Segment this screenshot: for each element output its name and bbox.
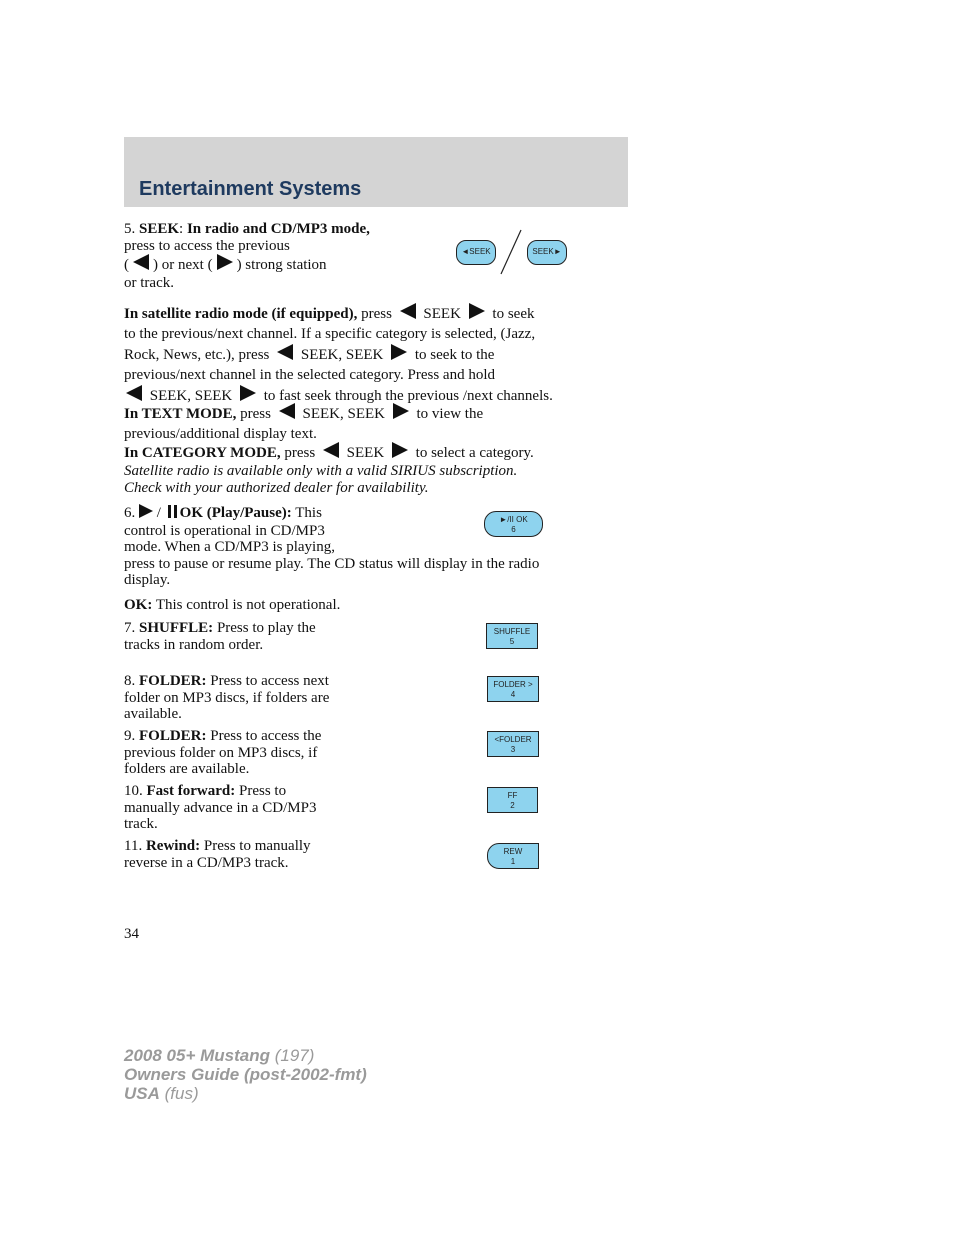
fast-forward-description: 10. Fast forward: Press to manually advance in a CD/MP3 track. — [124, 783, 317, 832]
seek-left-arrow-icon — [279, 403, 295, 419]
rewind-description: 11. Rewind: Press to manually reverse in a CD/MP3 track. — [124, 838, 311, 871]
seek-right-arrow-icon — [392, 442, 408, 458]
seek-left-arrow-icon — [400, 303, 416, 319]
seek-right-arrow-icon — [469, 303, 485, 319]
folder-next-button: FOLDER > 4 — [487, 676, 539, 702]
fast-forward-button: FF 2 — [487, 787, 538, 813]
satellite-mode-paragraph: In satellite radio mode (if equipped), press SEEK to seek to the previous/next channel. If a specific category is selected, (Jazz, Rock, News, etc.), press SEEK, SEEK to seek to the previous/next channel in the selected category. Press and hold SEEK, SEEK to fast seek through the previous /next channels. — [124, 303, 624, 407]
satellite-note: Satellite radio is available only with a valid SIRIUS subscription. Check with your authorized dealer for availability. — [124, 463, 518, 496]
seek-right-arrow-icon — [391, 344, 407, 360]
page-number: 34 — [124, 926, 139, 942]
seek-left-arrow-icon — [323, 442, 339, 458]
seek-right-arrow-icon — [393, 403, 409, 419]
rewind-button: REW 1 — [487, 843, 539, 869]
play-pause-description: 6. / OK (Play/Pause): This control is operational in CD/MP3 mode. When a CD/MP3 is playing, press to pause or resume play. The CD status will display in the radio display. — [124, 505, 540, 588]
seek-right-arrow-icon — [217, 254, 233, 270]
seek-right-arrow-icon — [240, 385, 256, 401]
section-title: Entertainment Systems — [139, 178, 362, 200]
seek-left-arrow-icon — [133, 254, 149, 270]
seek-description: 5. SEEK: In radio and CD/MP3 mode, press to access the previous ( ) or next ( ) strong station or track. — [124, 221, 370, 291]
seek-left-arrow-icon — [277, 344, 293, 360]
play-pause-ok-button: ►/II OK 6 — [484, 511, 543, 537]
folder-prev-description: 9. FOLDER: Press to access the previous folder on MP3 discs, if folders are available. — [124, 728, 322, 777]
shuffle-button: SHUFFLE 5 — [486, 623, 538, 649]
seek-next-button: SEEK► — [527, 240, 567, 265]
shuffle-description: 7. SHUFFLE: Press to play the tracks in random order. — [124, 620, 316, 653]
seek-divider-icon — [498, 228, 524, 276]
play-icon — [139, 504, 153, 518]
seek-left-arrow-icon — [126, 385, 142, 401]
document-footer: 2008 05+ Mustang (197) Owners Guide (post-2002-fmt) USA (fus) — [124, 1046, 367, 1103]
pause-icon — [168, 505, 180, 523]
category-mode-paragraph: In CATEGORY MODE, press SEEK to select a category. — [124, 442, 624, 464]
folder-next-description: 8. FOLDER: Press to access next folder on MP3 discs, if folders are available. — [124, 673, 330, 722]
ok-description: OK: This control is not operational. — [124, 597, 341, 613]
folder-prev-button: <FOLDER 3 — [487, 731, 539, 757]
seek-prev-button: ◄SEEK — [456, 240, 496, 265]
text-mode-paragraph: In TEXT MODE, press SEEK, SEEK to view the previous/additional display text. — [124, 403, 624, 444]
section-header — [124, 137, 628, 207]
